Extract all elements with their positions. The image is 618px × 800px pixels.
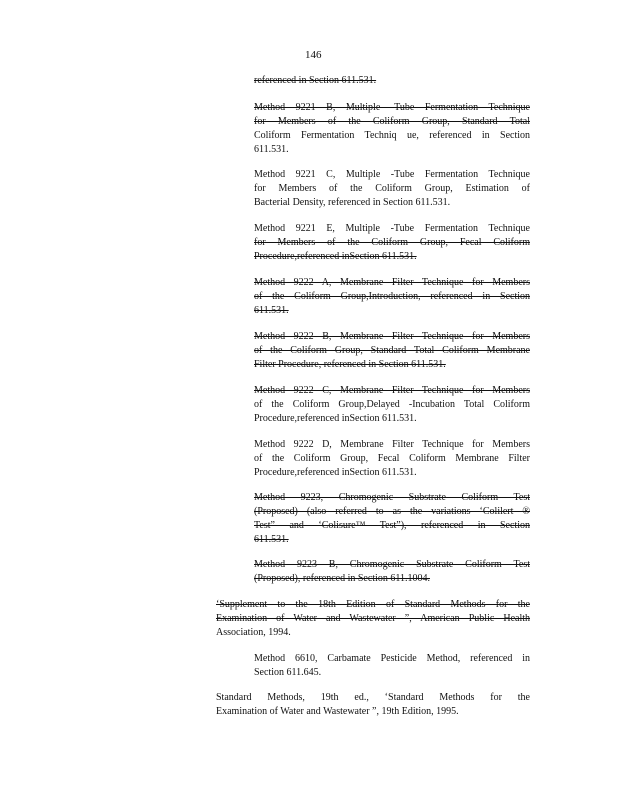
text-line: Bacterial Density, referenced in Section 611.531. [254,197,451,208]
text-line: of the Coliform Group, Fecal Coliform Membrane Filter [254,453,530,464]
text-line: Examination of Water and Wastewater ”, American Public Health [216,613,530,624]
paragraph [254,74,530,88]
text-line: of the Coliform Group,Introduction, referenced in Section [254,291,530,302]
text-line: Method 9222 B, Membrane Filter Technique for Members [254,331,530,342]
paragraph [254,168,530,210]
paragraph [254,438,530,480]
text-line: Examination of Water and Wastewater ”, 19th Edition, 1995. [216,706,459,717]
text-line: for Members of the Coliform Group, Fecal Coliform [254,237,530,248]
text-line: 611.531. [254,305,289,316]
text-line: Method 9221 C, Multiple -Tube Fermentation Technique [254,169,530,180]
text-line: Method 9222 D, Membrane Filter Technique for Members [254,439,530,450]
text-line: Method 9221 B, Multiple -Tube Fermentation Technique [254,102,530,113]
text-line: Procedure,referenced inSection 611.531. [254,413,417,424]
text-line: (Proposed) (also referred to as the variations ‘Colilert ® [254,506,530,517]
text-line: Test” and ‘Colisure™ Test”), referenced in Section [254,520,530,531]
text-line: Coliform Fermentation Techniq ue, referenced in Section [254,130,530,141]
text-line: Method 9223, Chromogenic Substrate Coliform Test [254,492,530,503]
text-line: Section 611.645. [254,667,322,678]
text-line: Method 9222 A, Membrane Filter Technique for Members [254,277,530,288]
text-line: Filter Procedure, referenced in Section 611.531. [254,359,446,370]
text-line: ‘Supplement to the 18th Edition of Standard Methods for the [216,599,530,610]
paragraph [254,330,530,372]
page-number: 146 [305,49,322,61]
text-line: 611.531. [254,534,289,545]
text-line: Method 9223 B, Chromogenic Substrate Coliform Test [254,559,530,570]
paragraph [254,384,530,426]
paragraph [216,691,530,719]
text-line: 611.531. [254,144,289,155]
paragraph [254,652,530,680]
paragraph [254,276,530,318]
paragraph [254,491,530,547]
text-line: Association, 1994. [216,627,291,638]
paragraph [216,598,530,640]
text-line: Method 9221 E, Multiple -Tube Fermentation Technique [254,223,530,234]
text-line: Procedure,referenced inSection 611.531. [254,467,417,478]
text-line: Method 6610, Carbamate Pesticide Method, referenced in [254,653,530,664]
text-line: for Members of the Coliform Group, Estimation of [254,183,530,194]
text-line: of the Coliform Group, Standard Total Coliform Membrane [254,345,530,356]
text-line: for Members of the Coliform Group, Standard Total [254,116,530,127]
paragraph [254,558,530,586]
text-line: of the Coliform Group,Delayed -Incubation Total Coliform [254,399,530,410]
paragraph [254,101,530,157]
text-line: Procedure,referenced inSection 611.531. [254,251,417,262]
text-line: Standard Methods, 19th ed., ‘Standard Methods for the [216,692,530,703]
paragraph [254,222,530,264]
text-line: Method 9222 C, Membrane Filter Technique for Members [254,385,530,396]
text-line: referenced in Section 611.531. [254,75,377,86]
text-line: (Proposed), referenced in Section 611.1004. [254,573,430,584]
